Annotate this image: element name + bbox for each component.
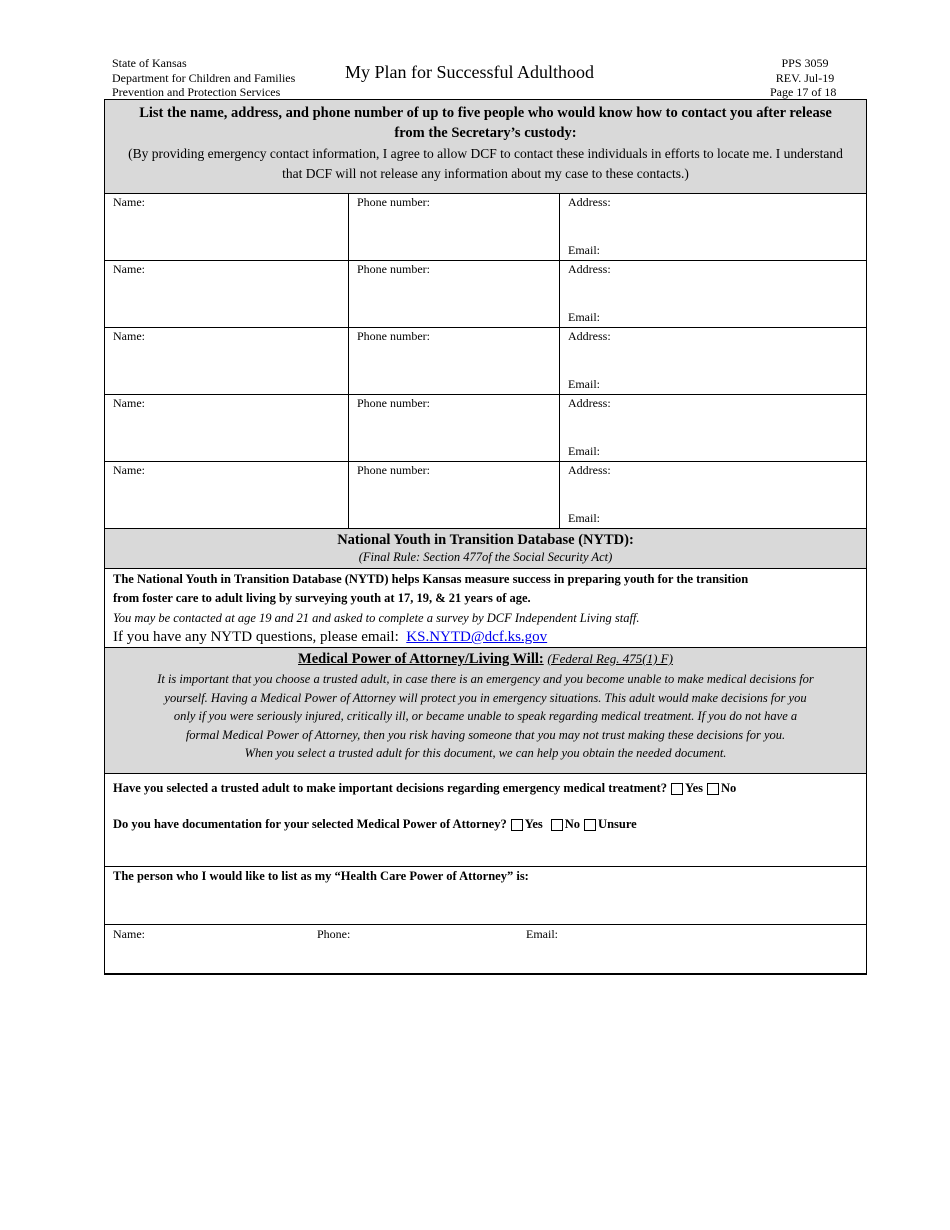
contact-phone-field[interactable]: Phone number:	[349, 328, 560, 394]
contacts-instruction-line: from the Secretary’s custody:	[394, 125, 577, 141]
mpoa-paragraph-line: formal Medical Power of Attorney, then you risk having someone that you may not trust making these decisions for you.	[185, 727, 786, 742]
contact-name-field[interactable]: Name:	[105, 462, 349, 528]
option-label: No	[564, 817, 581, 832]
option-label: No	[721, 781, 737, 796]
nytd-description-line: from foster care to adult living by surveying youth at 17, 19, & 21 years of age.	[113, 591, 531, 605]
contact-row	[105, 261, 866, 328]
contact-row	[105, 462, 866, 529]
contact-phone-field[interactable]: Phone number:	[349, 395, 560, 461]
documentation-yes-checkbox[interactable]	[511, 819, 523, 831]
nytd-question-text: If you have any NYTD questions, please email:	[113, 629, 399, 645]
mpoa-paragraph	[113, 670, 858, 763]
nytd-title: National Youth in Transition Database (NYTD):	[337, 532, 634, 548]
nytd-question-line	[113, 627, 858, 647]
contact-address-cell	[560, 462, 866, 528]
documentation-yes-option[interactable]	[507, 817, 543, 832]
contact-address-cell	[560, 395, 866, 461]
page-number: Page 17 of 18	[770, 85, 837, 99]
contact-row	[105, 194, 866, 261]
contact-name-field[interactable]: Name:	[105, 261, 349, 327]
mpoa-title-line	[113, 650, 858, 668]
mpoa-questions	[105, 774, 866, 867]
documentation-unsure-option[interactable]	[580, 817, 637, 832]
page-title: My Plan for Successful Adulthood	[345, 62, 594, 82]
agency-line: State of Kansas	[112, 56, 187, 70]
trusted-adult-yes-option[interactable]	[667, 781, 703, 796]
mpoa-title: Medical Power of Attorney/Living Will:	[298, 651, 544, 667]
contact-email-field[interactable]: Email:	[568, 511, 600, 525]
contact-phone-field[interactable]: Phone number:	[349, 462, 560, 528]
nytd-description-line: The National Youth in Transition Database (NYTD) helps Kansas measure success in preparing youth for the transition	[113, 572, 749, 586]
form-table	[104, 99, 867, 975]
contact-name-field[interactable]: Name:	[105, 328, 349, 394]
trusted-adult-question	[113, 774, 858, 798]
documentation-unsure-checkbox[interactable]	[584, 819, 596, 831]
contact-row	[105, 395, 866, 462]
contacts-consent-line: that DCF will not release any information about my case to these contacts.)	[282, 166, 689, 181]
nytd-contact-note: You may be contacted at age 19 and 21 and asked to complete a survey by DCF Independent Living staff.	[113, 611, 640, 625]
contact-email-field[interactable]: Email:	[568, 310, 600, 324]
contacts-instructions	[105, 100, 866, 194]
agency-line: Department for Children and Families	[112, 70, 296, 85]
contact-email-field[interactable]: Email:	[568, 444, 600, 458]
hcpa-field[interactable]	[105, 867, 866, 925]
contact-address-cell	[560, 261, 866, 327]
option-label: Yes	[684, 781, 704, 796]
nytd-header	[105, 529, 866, 569]
option-label: Unsure	[598, 817, 637, 832]
mpoa-paragraph-line: yourself. Having a Medical Power of Attorney will protect you in emergency situations. This adult would make decisions for you	[164, 690, 807, 705]
documentation-question	[113, 816, 858, 834]
hcpa-phone-field[interactable]: Phone:	[317, 926, 351, 941]
contact-phone-field[interactable]: Phone number:	[349, 261, 560, 327]
form-info-block	[770, 56, 840, 100]
contact-address-field[interactable]: Address:	[568, 396, 611, 410]
nytd-body	[105, 569, 866, 648]
trusted-adult-yes-checkbox[interactable]	[671, 783, 683, 795]
contacts-instruction-line: List the name, address, and phone number of up to five people who would know how to contact you after release	[139, 105, 832, 121]
trusted-adult-question-text: Have you selected a trusted adult to make important decisions regarding emergency medical treatment?	[113, 781, 667, 796]
nytd-subtitle: (Final Rule: Section 477of the Social Security Act)	[358, 550, 613, 564]
contact-phone-field[interactable]: Phone number:	[349, 194, 560, 260]
form-number: PPS 3059	[781, 56, 829, 70]
contacts-consent-line: (By providing emergency contact information, I agree to allow DCF to contact these individuals in efforts to locate me. I understand	[128, 146, 843, 161]
hcpa-email-field[interactable]: Email:	[526, 926, 558, 941]
agency-block	[112, 56, 295, 100]
documentation-question-text: Do you have documentation for your selected Medical Power of Attorney?	[113, 817, 507, 832]
mpoa-paragraph-line: It is important that you choose a trusted adult, in case there is an emergency and you become unable to make medical decisions for	[157, 672, 814, 686]
agency-line: Prevention and Protection Services	[112, 85, 281, 99]
contact-address-cell	[560, 328, 866, 394]
mpoa-paragraph-line: When you select a trusted adult for this document, we can help you obtain the needed document.	[244, 746, 727, 761]
contact-address-cell	[560, 194, 866, 260]
mpoa-paragraph-line: only if you were seriously injured, critically ill, or became unable to speak regarding medical treatment. If you do not have a	[173, 709, 798, 724]
hcpa-label: The person who I would like to list as my “Health Care Power of Attorney” is:	[113, 868, 529, 883]
option-label: Yes	[524, 817, 543, 832]
form-revision: REV. Jul-19	[775, 70, 835, 85]
trusted-adult-no-checkbox[interactable]	[707, 783, 719, 795]
contact-email-field[interactable]: Email:	[568, 243, 600, 257]
contact-address-field[interactable]: Address:	[568, 329, 611, 343]
contact-name-field[interactable]: Name:	[105, 395, 349, 461]
contact-address-field[interactable]: Address:	[568, 463, 611, 477]
mpoa-header	[105, 648, 866, 774]
trusted-adult-no-option[interactable]	[703, 781, 736, 796]
hcpa-name-field[interactable]: Name:	[113, 926, 145, 941]
nytd-email-link[interactable]: KS.NYTD@dcf.ks.gov	[406, 629, 548, 645]
documentation-no-checkbox[interactable]	[551, 819, 563, 831]
contact-address-field[interactable]: Address:	[568, 262, 611, 276]
hcpa-contact-row	[105, 925, 866, 973]
contact-name-field[interactable]: Name:	[105, 194, 349, 260]
contact-email-field[interactable]: Email:	[568, 377, 600, 391]
contact-address-field[interactable]: Address:	[568, 195, 611, 209]
documentation-no-option[interactable]	[543, 817, 580, 832]
mpoa-regulation: (Federal Reg. 475(1) F)	[547, 651, 673, 666]
contact-row	[105, 328, 866, 395]
